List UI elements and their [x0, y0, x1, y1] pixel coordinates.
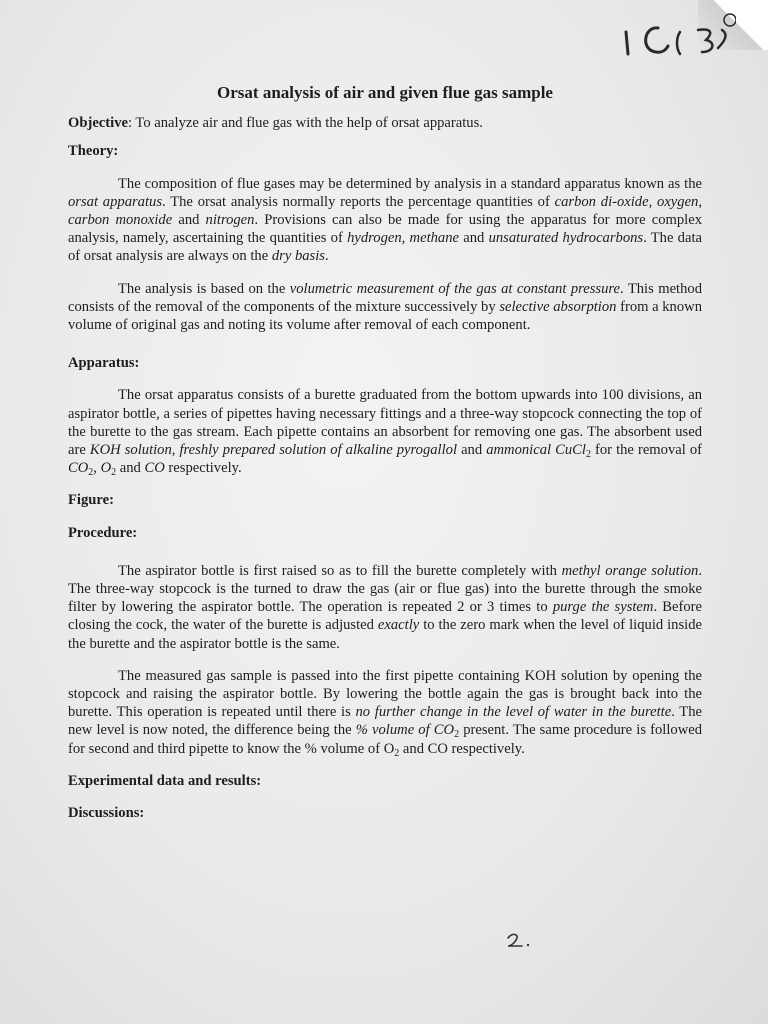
handwritten-page-mark-icon — [618, 10, 736, 58]
theory-heading: Theory: — [68, 143, 119, 160]
procedure-paragraph-1: The aspirator bottle is first raised so as to fill the burette completely with methyl orange solution. The three-way stopcock is the turned to draw the gas (air or flue gas) into the burette through the smoke filter by lowering the aspirator bottle. The operation is repeated 2 or 3 times to purge the system. Before closing the cock, the water of the burette is adjusted exactly to the zero mark when the level of liquid inside the burette and the aspirator bottle is the same. — [68, 562, 702, 652]
objective-label: Objective — [68, 115, 128, 132]
handwritten-footer-mark-icon — [500, 928, 540, 952]
document-body — [68, 84, 702, 822]
document-title: Orsat analysis of air and given flue gas sample — [217, 83, 553, 102]
discussions-heading: Discussions: — [68, 805, 145, 822]
figure-heading: Figure: — [68, 492, 114, 509]
procedure-heading: Procedure: — [68, 524, 138, 541]
procedure-paragraph-2: The measured gas sample is passed into the first pipette containing KOH solution by opening the stopcock and raising the aspirator bottle. By lowering the bottle again the gas is brought back into the burette. This operation is repeated until there is no further change in the level of water in the burette. The new level is now noted, the difference being the % volume of $CO_2$ present. The same procedure is followed for second and third pipette to know the % volume of $O_2$ and CO respectively. — [68, 667, 703, 759]
objective-text: : To analyze air and flue gas with the help of orsat apparatus. — [127, 115, 483, 132]
results-heading: Experimental data and results: — [68, 772, 262, 789]
objective-line — [68, 114, 702, 132]
theory-paragraph-2: The analysis is based on the volumetric measurement of the gas at constant pressure. This method consists of the removal of the components of the mixture successively by selective absorption from a known volume of original gas and noting its volume after removal of each component. — [68, 280, 702, 334]
apparatus-heading: Apparatus: — [68, 355, 140, 372]
apparatus-paragraph: The orsat apparatus consists of a burette graduated from the bottom upwards into 100 divisions, an aspirator bottle, a series of pipettes having necessary fittings and a three-way stopcock connecting the top of the burette to the gas stream. Each pipette contains an absorbent for removing one gas. The absorbent used are KOH solution, freshly prepared solution of alkaline pyrogallol and ammonical CuCl$_2$ for the removal of $CO_2$, $O_2$ and CO respectively. — [68, 387, 702, 479]
theory-paragraph-1: The composition of flue gases may be determined by analysis in a standard apparatus known as the orsat apparatus. The orsat analysis normally reports the percentage quantities of carbon di-oxide, oxygen, carbon monoxide and nitrogen. Provisions can also be made for using the apparatus for more complex analysis, namely, ascertaining the quantities of hydrogen, methane and unsaturated hydrocarbons. The data of orsat analysis are always on the dry basis. — [68, 175, 703, 265]
